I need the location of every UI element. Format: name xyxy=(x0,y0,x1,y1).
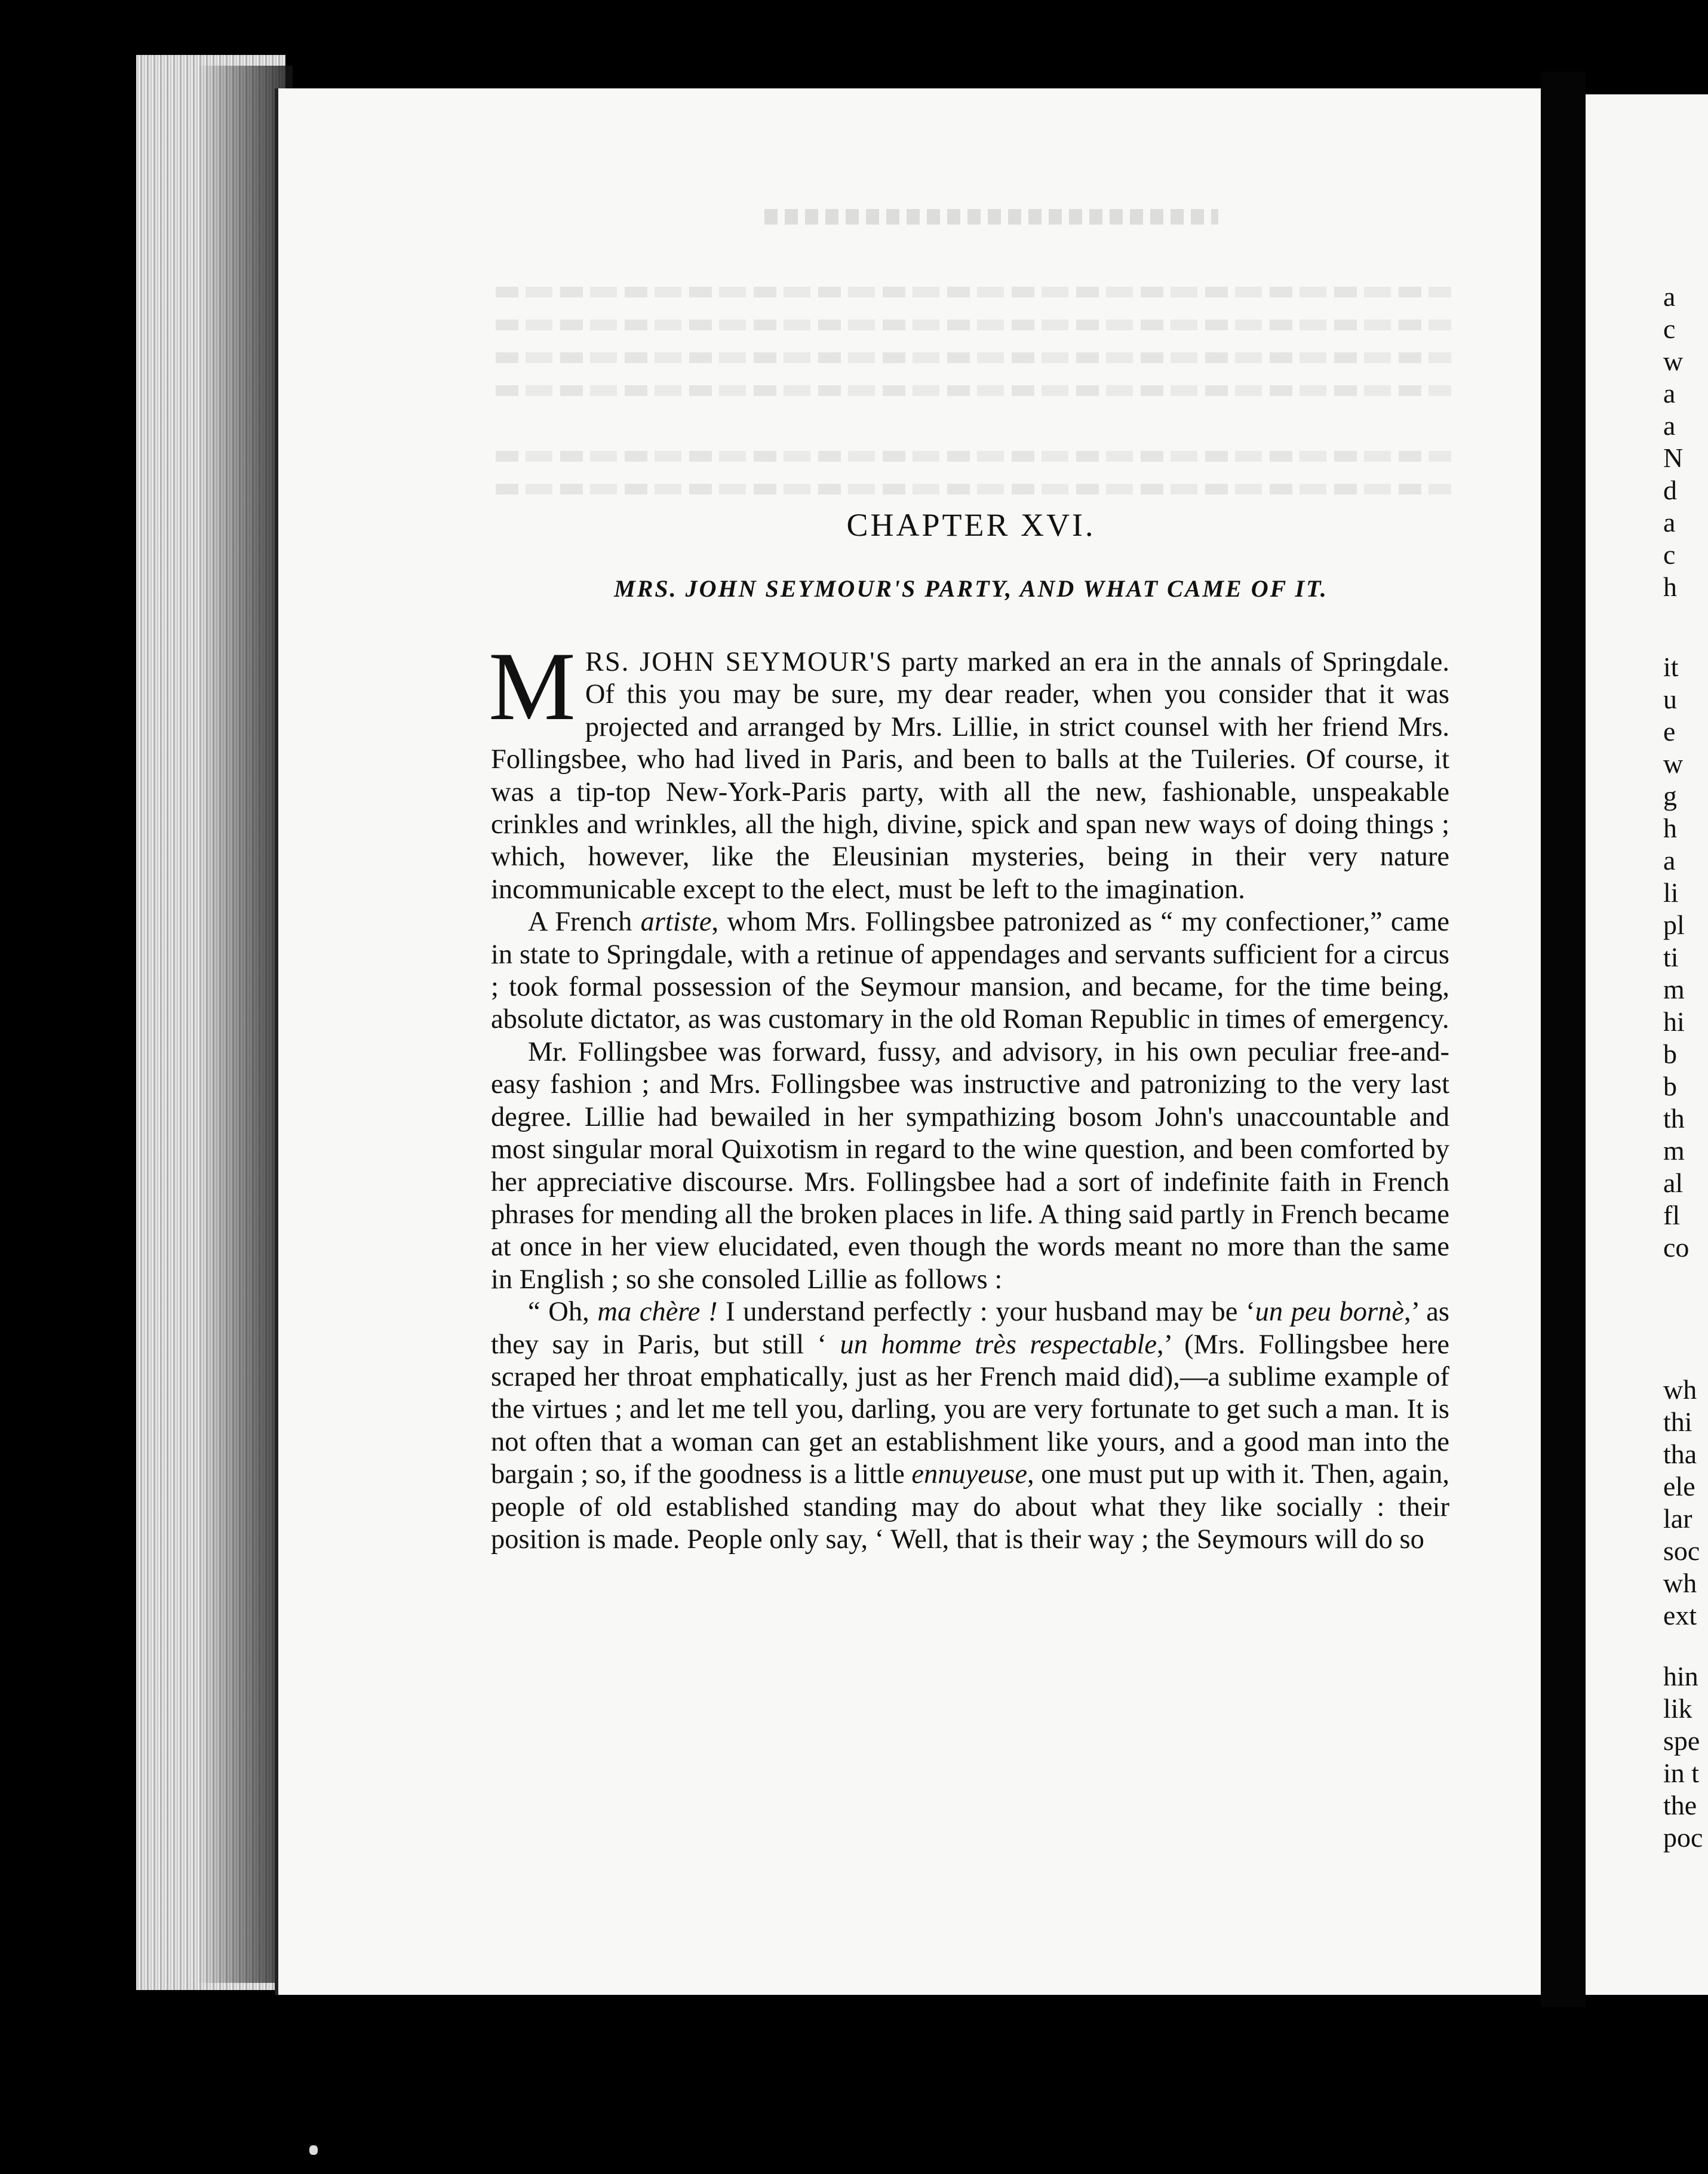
chapter-subtitle: MRS. JOHN SEYMOUR'S PARTY, AND WHAT CAME OF IT. xyxy=(614,575,1328,602)
right-page-fragment: a c w a a N d a c h xyxy=(1663,281,1684,602)
paragraph-4-text: I understand perfectly : your husband may be ‘ xyxy=(717,1297,1255,1328)
italic-phrase: ennuyeuse xyxy=(911,1459,1028,1490)
paragraph-4 xyxy=(491,1296,1449,1556)
italic-phrase: artiste xyxy=(640,907,712,938)
bleed-through-line xyxy=(496,287,1451,297)
italic-phrase: un peu bornè xyxy=(1255,1297,1404,1328)
paragraph-2-text: A French xyxy=(528,907,641,938)
bleed-through-header xyxy=(764,209,1218,225)
paragraph-4-text: ,’ (Mrs. Follingsbee here scraped her throat emphatically, just as her French maid did),—a sublime example of the virtues ; and let me tell you, darling, you are very fortunate to get such a man. It is not often that a woman can get an establishment like yours, and a good man into the bargain ; so, if the goodness is a little xyxy=(491,1329,1450,1490)
paragraph-4-text: “ Oh, xyxy=(528,1297,598,1328)
book-gutter xyxy=(1541,72,1586,2007)
right-page-fragment: hin lik spe in t the poc xyxy=(1663,1661,1703,1853)
paragraph-3: Mr. Follingsbee was forward, fussy, and advisory, in his own peculiar free-and-easy fashion ; and Mrs. Follingsbee was instructive and patronizing to the very last degree. Lillie had bewailed in her sympathizing bosom John's unaccountable and most singular moral Quixotism in regard to the wine question, and been comforted by her appreciative discourse. Mrs. Follingsbee had a sort of indefinite faith in French phrases for mending all the broken places in life. A thing said partly in French became at once in her view elucidated, even though the words meant no more than the same in English ; so she consoled Lillie as follows : xyxy=(491,1036,1449,1295)
right-page-fragment: wh thi tha ele lar soc wh ext xyxy=(1663,1374,1700,1630)
paragraph-4-text: ,’ as they say in Paris, but still ‘ xyxy=(491,1297,1449,1360)
italic-phrase: un homme très respectable xyxy=(840,1329,1157,1360)
paragraph-1-text: party marked an era in the annals of Springdale. Of this you may be sure, my dear reader, when you consider that it was projected and arranged by Mrs. Lillie, in strict counsel with her friend Mrs. Follingsbee, who had lived in Paris, and been to balls at the Tuileries. Of course, it was a tip-top New-York-Paris party, with all the new, fashionable, unspeakable crinkles and wrinkles, all the high, divine, spick and span new ways of doing things ; which, however, like the Eleusinian mysteries, being in their very nature incommunicable except to the elect, must be left to the imagination. xyxy=(491,647,1450,905)
paragraph-4-text: , one must put up with it. Then, again, people of old established standing may do about what they like socially : their position is made. People only say, ‘ Well, that is their way ; the Seymours will do so xyxy=(491,1459,1449,1555)
chapter-body xyxy=(489,632,1450,1556)
dust-speck xyxy=(309,2145,318,2155)
paragraph-2-text: , whom Mrs. Follingsbee patronized as “ my confectioner,” came in state to Springdale, with a retinue of appendages and servants sufficient for a circus ; took formal possession of the Seymour mansion, and became, for the time being, absolute dictator, as was customary in the old Roman Republic in times of emergency. xyxy=(491,907,1449,1035)
opening-small-caps: RS. JOHN SEYMOUR'S xyxy=(585,647,893,677)
chapter-heading: CHAPTER XVI. xyxy=(846,507,1096,543)
bleed-through-line xyxy=(496,385,1451,396)
bleed-through-line xyxy=(496,320,1451,330)
drop-cap: M xyxy=(489,632,576,741)
paragraph-1 xyxy=(489,632,1450,906)
right-page-fragment: it u e w g h a li pl ti m hi b b th m al fl co xyxy=(1663,652,1689,1263)
bleed-through-line xyxy=(496,484,1451,495)
italic-phrase: ma chère ! xyxy=(597,1297,718,1328)
paragraph-2 xyxy=(491,906,1449,1036)
bleed-through-line xyxy=(496,352,1451,363)
bleed-through-line xyxy=(496,451,1451,462)
